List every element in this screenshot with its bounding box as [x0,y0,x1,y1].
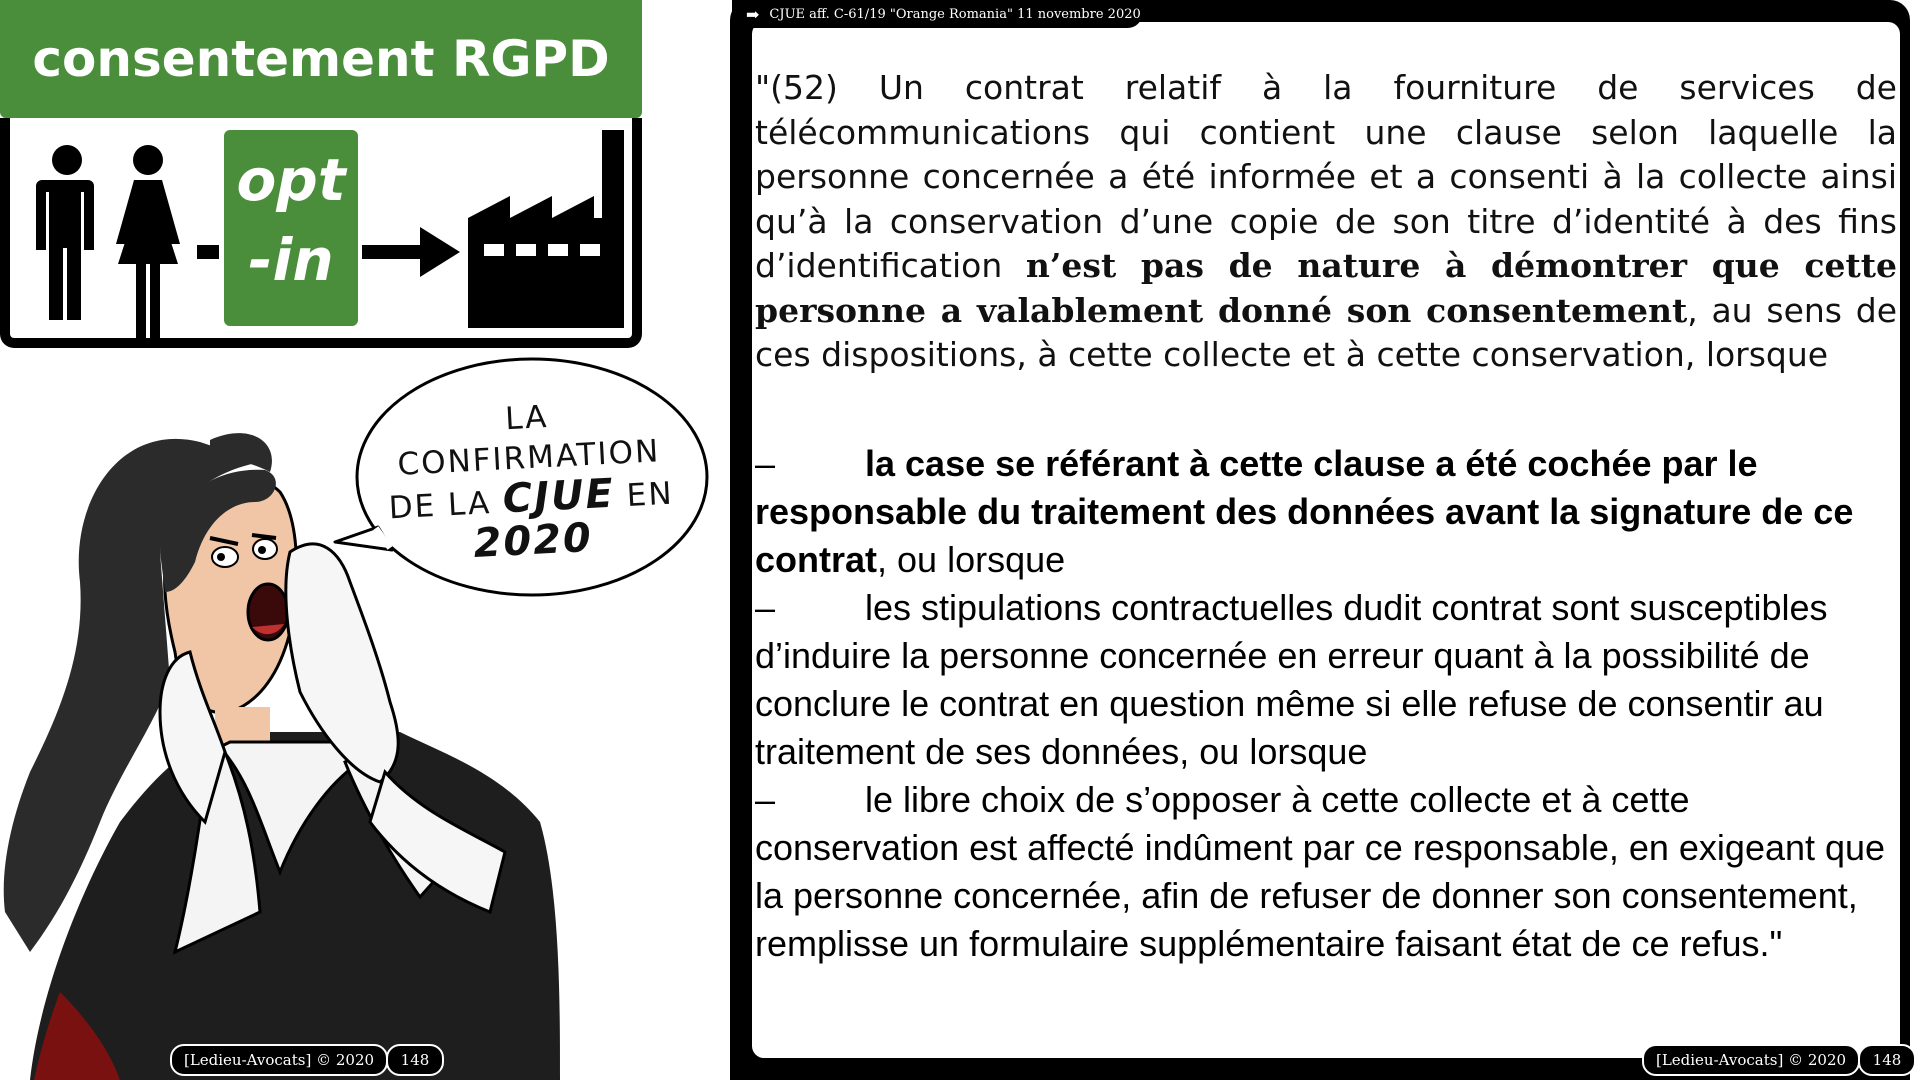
left-copyright-badge: [Ledieu-Avocats] © 2020 [170,1044,388,1076]
bubble-line-3-a: DE LA [387,485,493,527]
arrow-right-icon: ➡ [746,4,760,24]
woman-icon [116,145,180,338]
bubble-line-3-b: CJUE [501,470,616,523]
bubble-line-2: CONFIRMATION [396,433,662,483]
right-page-number-badge: 148 [1858,1044,1916,1076]
bubble-line-1: LA [504,398,550,438]
page-title: consentement RGPD [0,0,642,118]
opt-in-label-bottom: -in [248,226,334,294]
paragraph-end: , au sens de ces dispositions, à cette collecte et à cette conservation, lorsque [755,290,1897,374]
paragraph-bold-statement: n’est pas de nature à démontrer que cette personne a valablement donné son consentement [755,246,1898,330]
dash-marker: – [755,443,776,484]
source-reference-text: CJUE aff. C-61/19 "Orange Romania" 11 novembre 2020 [769,6,1141,22]
man-icon [36,145,94,320]
condition-1 [755,440,1897,584]
speech-bubble-text [356,389,704,570]
dash-marker: – [755,587,776,628]
dash-marker: – [755,779,776,820]
conditions-list [755,440,1897,968]
bubble-line-3-c: EN [625,475,675,514]
source-reference [732,0,1142,28]
condition-1-end: , ou lorsque [877,539,1066,580]
judgment-paragraph [755,66,1897,378]
condition-1-bold: la case se référant à cette clause a été cochée par le responsable du traitement des données avant la signature de ce contrat [755,443,1854,580]
left-page-number-badge: 148 [386,1044,444,1076]
condition-2 [755,584,1897,776]
opt-in-label-top: opt [236,146,346,214]
bubble-line-4: 2020 [472,514,594,568]
arrow-right-icon [362,227,460,277]
opt-in-pictogram [0,118,642,348]
condition-3 [755,776,1897,968]
condition-2-text: les stipulations contractuelles dudit contrat sont susceptibles d’induire la personne concernée en erreur quant à la possibilité de conclure le contrat en question même si elle refuse de consentir au traitement de ses données, ou lorsque [755,587,1828,772]
factory-icon [468,130,624,328]
connector-line [197,245,219,259]
right-copyright-badge: [Ledieu-Avocats] © 2020 [1642,1044,1860,1076]
condition-3-text: le libre choix de s’opposer à cette collecte et à cette conservation est affecté indûment par ce responsable, en exigeant que la personne concernée, afin de refuser de donner son consentement, remplisse un formulaire supplémentaire faisant état de ce refus." [755,779,1886,964]
paragraph-intro: "(52) Un contrat relatif à la fourniture de services de télécommunications qui contient une clause selon laquelle la personne concernée a été informée et a consenti à la collecte ainsi qu’à la conservation d’une copie de son titre d’identité à des fins d’identification [755,68,1897,285]
pictogram-drawing [10,118,632,338]
